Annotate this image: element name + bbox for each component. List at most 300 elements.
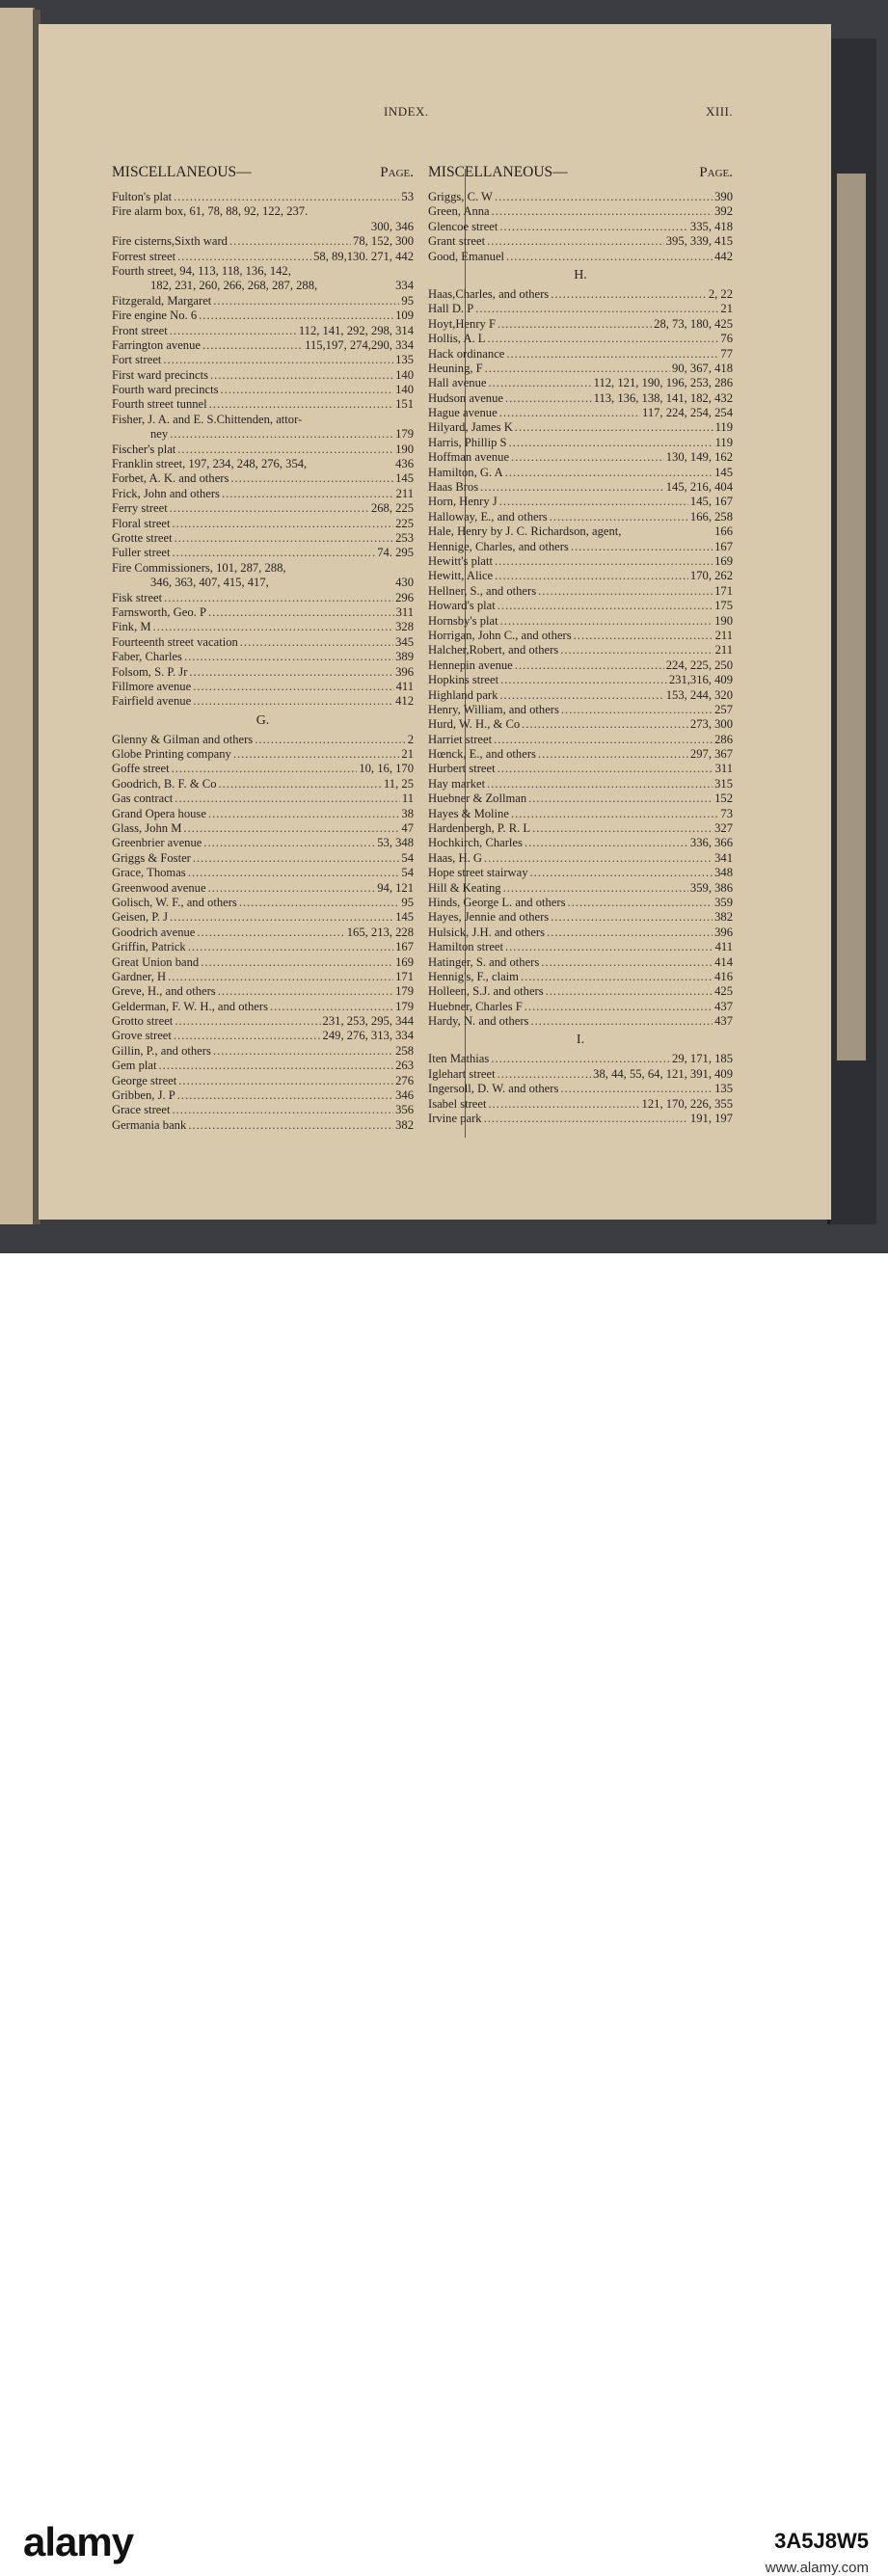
dot-leader bbox=[509, 436, 713, 450]
index-entry bbox=[112, 1103, 414, 1117]
dot-leader bbox=[571, 540, 713, 554]
entry-name: Front street bbox=[112, 323, 168, 337]
entry-pages: 78, 152, 300 bbox=[353, 234, 414, 249]
dot-leader bbox=[170, 910, 393, 925]
entry-pages: 359 bbox=[714, 895, 733, 909]
index-entry bbox=[112, 762, 414, 776]
index-entry bbox=[428, 1000, 733, 1014]
entry-name: Faber, Charles bbox=[112, 650, 182, 664]
entry-name: Huebner, Charles F bbox=[428, 999, 523, 1013]
entry-name: Grace, Thomas bbox=[112, 866, 186, 880]
entry-name: Geisen, P. J bbox=[112, 910, 169, 925]
index-entry bbox=[112, 190, 414, 204]
index-entry bbox=[428, 747, 733, 762]
dot-leader bbox=[484, 1112, 688, 1126]
entry-pages: 165, 213, 228 bbox=[346, 925, 414, 939]
dot-leader bbox=[505, 940, 713, 954]
entry-name: Hudson avenue bbox=[428, 390, 503, 405]
index-entry bbox=[428, 984, 733, 999]
index-entry bbox=[428, 287, 733, 302]
entry-name: Howard's plat bbox=[428, 599, 496, 613]
index-entry bbox=[428, 643, 733, 657]
entry-name: Good, Emanuel bbox=[428, 249, 505, 263]
entry-name: Hardenbergh, P. R. L bbox=[428, 821, 531, 836]
site-url: www.alamy.com bbox=[765, 2560, 869, 2576]
entry-name: Henry, William, and others bbox=[428, 702, 559, 716]
entry-name: Hale, Henry by J. C. Richardson, agent, bbox=[428, 524, 622, 539]
dot-leader bbox=[547, 926, 713, 940]
index-entry bbox=[112, 471, 414, 486]
index-entry bbox=[428, 762, 733, 776]
entry-pages: 112, 141, 292, 298, 314 bbox=[298, 323, 414, 337]
entry-name: Gelderman, F. W. H., and others bbox=[112, 999, 268, 1013]
entry-name: Huebner & Zollman bbox=[428, 792, 527, 806]
entry-pages: 257 bbox=[714, 702, 733, 716]
entry-name: Fink, M bbox=[112, 620, 151, 634]
index-entry bbox=[428, 391, 733, 406]
entry-name: Grant street bbox=[428, 234, 486, 249]
index-entry bbox=[112, 353, 414, 367]
entry-name: Fairfield avenue bbox=[112, 694, 192, 709]
dot-leader bbox=[560, 1082, 713, 1096]
entry-pages: 268, 225 bbox=[370, 501, 414, 516]
dot-leader bbox=[500, 673, 667, 687]
dot-leader bbox=[172, 762, 358, 776]
entry-name: Grotto street bbox=[112, 1014, 174, 1029]
dot-leader bbox=[208, 605, 394, 620]
entry-pages: 311 bbox=[714, 762, 733, 776]
index-entry bbox=[112, 517, 414, 531]
dot-leader bbox=[174, 1029, 321, 1043]
entry-name: Hilyard, James K bbox=[428, 420, 513, 435]
entry-pages: 442 bbox=[714, 249, 733, 263]
index-entry bbox=[428, 376, 733, 390]
entry-name: 346, 363, 407, 415, 417, bbox=[150, 576, 269, 590]
dot-leader bbox=[503, 881, 688, 896]
dot-leader bbox=[551, 287, 707, 302]
index-entry bbox=[112, 234, 414, 249]
index-entry bbox=[428, 673, 733, 687]
entry-name: Fitzgerald, Margaret bbox=[112, 293, 212, 308]
index-entry bbox=[428, 703, 733, 717]
dot-leader bbox=[213, 1044, 393, 1059]
index-entry bbox=[112, 1000, 414, 1014]
index-entry bbox=[428, 510, 733, 524]
index-entry bbox=[428, 332, 733, 346]
entry-name: Hellner, S., and others bbox=[428, 583, 537, 598]
index-entry bbox=[112, 650, 414, 664]
entry-name: Forbet, A. K. and others bbox=[112, 471, 229, 486]
dot-leader bbox=[174, 190, 399, 204]
dot-leader bbox=[525, 1000, 713, 1014]
entry-pages: 94, 121 bbox=[377, 880, 414, 895]
dot-leader bbox=[505, 466, 713, 480]
entry-pages: 179 bbox=[395, 984, 414, 999]
entry-pages: 2, 22 bbox=[708, 286, 733, 301]
index-entry bbox=[428, 302, 733, 316]
entry-pages: 359, 386 bbox=[689, 880, 733, 895]
index-entry bbox=[428, 792, 733, 806]
index-entry bbox=[428, 317, 733, 332]
entry-pages: 38 bbox=[401, 806, 414, 820]
entry-name: Goodrich avenue bbox=[112, 925, 196, 939]
entry-pages: 179 bbox=[395, 999, 414, 1013]
entry-pages: 135 bbox=[395, 353, 414, 367]
index-entry bbox=[112, 546, 414, 560]
entry-pages: 190 bbox=[714, 613, 733, 628]
dot-leader bbox=[159, 1059, 394, 1073]
index-entry bbox=[112, 309, 414, 323]
entry-pages: 109 bbox=[395, 309, 414, 323]
entry-name: Hamilton, G. A bbox=[428, 465, 503, 479]
scanned-spread bbox=[0, 0, 888, 1253]
entry-pages: 167 bbox=[714, 539, 733, 553]
dot-leader bbox=[498, 317, 652, 332]
entry-name: Fillmore avenue bbox=[112, 679, 192, 693]
entry-pages: 171 bbox=[714, 583, 733, 598]
index-entry bbox=[112, 747, 414, 762]
index-entry bbox=[112, 635, 414, 650]
index-entry bbox=[112, 397, 414, 412]
index-entry bbox=[112, 457, 414, 471]
entry-name: Hornsby's plat bbox=[428, 613, 498, 628]
entry-pages: 77 bbox=[720, 346, 733, 361]
entry-pages: 345 bbox=[395, 634, 414, 649]
index-entry bbox=[428, 717, 733, 732]
dot-leader bbox=[175, 792, 400, 806]
dot-leader bbox=[511, 450, 664, 465]
entry-pages: 276 bbox=[395, 1073, 414, 1087]
entry-pages: 95 bbox=[401, 293, 414, 308]
entry-name: Gem plat bbox=[112, 1059, 157, 1073]
running-head: INDEX. bbox=[384, 104, 429, 119]
entry-pages: 430 bbox=[395, 576, 414, 590]
entry-name: Holleen, S.J. and others bbox=[428, 984, 544, 999]
index-entry bbox=[428, 688, 733, 703]
dot-leader bbox=[484, 851, 713, 866]
dot-leader bbox=[163, 353, 393, 367]
entry-name: Irvine park bbox=[428, 1112, 482, 1126]
entry-pages: 411 bbox=[395, 679, 414, 693]
entry-pages: 145, 216, 404 bbox=[665, 480, 733, 495]
dot-leader bbox=[175, 531, 394, 546]
dot-leader bbox=[530, 866, 713, 880]
index-entry bbox=[428, 658, 733, 673]
index-entry bbox=[428, 1082, 733, 1096]
index-entry bbox=[112, 940, 414, 954]
entry-name: Farrington avenue bbox=[112, 337, 201, 352]
entry-name: Haas Bros bbox=[428, 480, 479, 495]
index-entry bbox=[428, 554, 733, 569]
entry-pages: 328 bbox=[395, 620, 414, 634]
page-number: XIII. bbox=[706, 104, 734, 119]
entry-pages: 356 bbox=[395, 1103, 414, 1117]
entry-pages: 53 bbox=[401, 190, 414, 203]
dot-leader bbox=[505, 391, 592, 406]
entry-pages: 74. 295 bbox=[377, 546, 414, 560]
entry-name: Halcher,Robert, and others bbox=[428, 643, 559, 657]
dot-leader bbox=[170, 324, 297, 338]
index-entry bbox=[112, 955, 414, 970]
column-heading: MISCELLANEOUS— bbox=[428, 164, 568, 180]
entry-pages: 29, 171, 185 bbox=[672, 1052, 733, 1066]
index-entry bbox=[112, 264, 414, 279]
entry-pages: 296 bbox=[395, 590, 414, 604]
entry-name: Hochkirch, Charles bbox=[428, 836, 523, 850]
index-entry bbox=[112, 368, 414, 383]
entry-name: Harris, Phillip S bbox=[428, 435, 507, 449]
entry-pages: 315 bbox=[714, 776, 733, 791]
dot-leader bbox=[170, 427, 393, 442]
entry-name: Hatinger, S. and others bbox=[428, 954, 540, 969]
dot-leader bbox=[499, 495, 688, 509]
dot-leader bbox=[203, 836, 375, 850]
dot-leader bbox=[489, 1097, 640, 1112]
entry-name: Iglehart street bbox=[428, 1066, 496, 1081]
dot-leader bbox=[188, 866, 400, 880]
entry-pages: 140 bbox=[395, 383, 414, 397]
index-entry bbox=[428, 926, 733, 940]
entry-name: Hamilton street bbox=[428, 940, 503, 954]
entry-pages: 334 bbox=[395, 279, 414, 293]
entry-pages: 54 bbox=[401, 866, 414, 880]
dot-leader bbox=[530, 1014, 713, 1029]
entry-name: Hoyt,Henry F bbox=[428, 316, 496, 331]
index-entry bbox=[112, 851, 414, 866]
dot-leader bbox=[193, 851, 400, 866]
dot-leader bbox=[209, 397, 393, 412]
entry-name: First ward precincts bbox=[112, 367, 209, 382]
index-entry bbox=[428, 362, 733, 376]
entry-pages: 335, 418 bbox=[689, 219, 733, 233]
index-entry bbox=[428, 599, 733, 613]
dot-leader bbox=[178, 1074, 393, 1088]
index-entry bbox=[112, 881, 414, 896]
entry-pages: 90, 367, 418 bbox=[672, 361, 733, 375]
dot-leader bbox=[168, 970, 393, 984]
entry-pages: 336, 366 bbox=[689, 836, 733, 850]
left-column bbox=[112, 164, 414, 1133]
dot-leader bbox=[230, 471, 393, 486]
entry-pages: 145 bbox=[395, 471, 414, 486]
entry-pages: 395, 339, 415 bbox=[665, 234, 733, 249]
index-entry bbox=[112, 413, 414, 427]
page-label: Page. bbox=[699, 165, 733, 180]
dot-leader bbox=[173, 546, 376, 560]
entry-name: Horn, Henry J bbox=[428, 495, 498, 509]
index-entry bbox=[428, 940, 733, 954]
dot-leader bbox=[199, 309, 393, 323]
dot-leader bbox=[177, 443, 393, 457]
entry-pages: 119 bbox=[714, 420, 733, 435]
index-entry bbox=[428, 347, 733, 362]
entry-name: Gas contract bbox=[112, 792, 174, 806]
right-index-list bbox=[428, 190, 733, 1126]
entry-pages: 58, 89,130. 271, 442 bbox=[313, 249, 414, 263]
index-entry bbox=[112, 204, 414, 219]
entry-pages: 169 bbox=[395, 954, 414, 969]
dot-leader bbox=[491, 1052, 670, 1066]
index-entry bbox=[112, 836, 414, 850]
index-entry bbox=[428, 569, 733, 583]
index-entry bbox=[428, 910, 733, 925]
entry-pages: 231,316, 409 bbox=[668, 673, 733, 687]
index-entry bbox=[428, 540, 733, 554]
entry-name: Griggs & Foster bbox=[112, 850, 191, 865]
dot-leader bbox=[270, 1000, 393, 1014]
entry-pages: 249, 276, 313, 334 bbox=[322, 1029, 414, 1043]
entry-pages: 38, 44, 55, 64, 121, 391, 409 bbox=[593, 1066, 733, 1081]
index-entry bbox=[112, 338, 414, 353]
entry-name: Haas, H. G bbox=[428, 850, 482, 865]
index-entry bbox=[112, 605, 414, 620]
entry-pages: 191, 197 bbox=[689, 1112, 733, 1126]
index-entry bbox=[112, 1029, 414, 1043]
entry-pages: 437 bbox=[714, 999, 733, 1013]
entry-pages: 121, 170, 226, 355 bbox=[641, 1096, 733, 1111]
index-entry bbox=[112, 487, 414, 501]
index-entry bbox=[112, 970, 414, 984]
entry-name: Ingersoll, D. W. and others bbox=[428, 1082, 559, 1096]
entry-name: Fire cisterns,Sixth ward bbox=[112, 234, 228, 249]
entry-name: Golisch, W. F., and others bbox=[112, 895, 237, 909]
dot-leader bbox=[487, 332, 718, 346]
dot-leader bbox=[475, 302, 718, 316]
index-entry bbox=[428, 881, 733, 896]
index-entry bbox=[428, 450, 733, 465]
dot-leader bbox=[551, 910, 713, 925]
entry-name: Griffin, Patrick bbox=[112, 940, 186, 954]
entry-name: Fisk street bbox=[112, 590, 163, 604]
index-entry bbox=[428, 1052, 733, 1066]
alamy-logo: alamy bbox=[23, 2519, 134, 2564]
entry-pages: 396 bbox=[714, 925, 733, 939]
dot-leader bbox=[240, 635, 393, 650]
dot-leader bbox=[500, 614, 713, 629]
entry-pages: 113, 136, 138, 141, 182, 432 bbox=[593, 390, 733, 405]
entry-name: Fischer's plat bbox=[112, 442, 176, 456]
dot-leader bbox=[213, 294, 399, 309]
entry-name: Horrigan, John C., and others bbox=[428, 628, 572, 642]
entry-name: Hulsick, J.H. and others bbox=[428, 925, 546, 939]
entry-name: George street bbox=[112, 1073, 177, 1087]
entry-pages: 341 bbox=[714, 850, 733, 865]
right-column-header bbox=[428, 164, 733, 181]
entry-name: Greve, H., and others bbox=[112, 984, 216, 999]
dot-leader bbox=[197, 926, 344, 940]
entry-pages: 411 bbox=[714, 940, 733, 954]
entry-pages: 225 bbox=[395, 516, 414, 530]
entry-pages: 382 bbox=[714, 910, 733, 925]
dot-leader bbox=[495, 569, 688, 583]
entry-name: Ferry street bbox=[112, 501, 168, 516]
entry-pages: 119 bbox=[714, 435, 733, 449]
entry-pages: 231, 253, 295, 344 bbox=[322, 1014, 414, 1029]
dot-leader bbox=[487, 234, 664, 249]
entry-name: Hennig's, F., claim bbox=[428, 969, 519, 983]
entry-name: Hollis, A. L bbox=[428, 332, 486, 346]
dot-leader bbox=[498, 1067, 592, 1082]
dot-leader bbox=[255, 733, 406, 747]
entry-pages: 54 bbox=[401, 850, 414, 865]
index-entry bbox=[428, 896, 733, 910]
entry-name: Forrest street bbox=[112, 249, 176, 263]
entry-pages: 300, 346 bbox=[370, 219, 414, 233]
entry-pages: 327 bbox=[714, 821, 733, 836]
index-entry bbox=[428, 234, 733, 249]
entry-pages: 348 bbox=[714, 866, 733, 880]
index-entry bbox=[428, 1112, 733, 1126]
entry-name: Fourth street, 94, 113, 118, 136, 142, bbox=[112, 263, 291, 278]
index-entry bbox=[112, 620, 414, 634]
entry-name: Fourteenth street vacation bbox=[112, 634, 238, 649]
dot-leader bbox=[210, 368, 393, 383]
index-entry bbox=[112, 591, 414, 605]
index-entry bbox=[428, 821, 733, 836]
entry-pages: 112, 121, 190, 196, 253, 286 bbox=[593, 376, 733, 390]
index-entry bbox=[428, 1067, 733, 1082]
entry-name: Fire Commissioners, 101, 287, 288, bbox=[112, 560, 286, 575]
image-code: 3A5J8W5 bbox=[774, 2529, 869, 2553]
entry-name: Grace street bbox=[112, 1103, 171, 1117]
entry-pages: 273, 300 bbox=[689, 717, 733, 732]
entry-pages: 258 bbox=[395, 1043, 414, 1058]
index-entry bbox=[112, 324, 414, 338]
dot-leader bbox=[499, 688, 663, 703]
dot-leader bbox=[202, 338, 303, 353]
entry-name: Gillin, P., and others bbox=[112, 1043, 211, 1058]
dot-leader bbox=[177, 1088, 393, 1103]
watermark-bar bbox=[0, 1253, 888, 2576]
index-entry bbox=[428, 190, 733, 204]
entry-name: Iten Mathias bbox=[428, 1052, 490, 1066]
entry-name: Hurd, W. H., & Co bbox=[428, 717, 521, 732]
index-entry bbox=[112, 576, 414, 590]
index-entry bbox=[428, 495, 733, 509]
entry-name: Great Union band bbox=[112, 954, 200, 969]
entry-name: Glass, John M bbox=[112, 821, 182, 836]
section-letter: I. bbox=[576, 1033, 585, 1048]
dot-leader bbox=[221, 383, 394, 397]
entry-name: Haas,Charles, and others bbox=[428, 286, 550, 301]
entry-name: Franklin street, 197, 234, 248, 276, 354, bbox=[112, 457, 308, 471]
entry-pages: 253 bbox=[395, 530, 414, 545]
entry-pages: 145 bbox=[714, 465, 733, 479]
entry-pages: 425 bbox=[714, 984, 733, 999]
entry-pages: 153, 244, 320 bbox=[665, 687, 733, 702]
index-entry bbox=[112, 665, 414, 680]
entry-name: Fourth ward precincts bbox=[112, 383, 219, 397]
column-heading: MISCELLANEOUS— bbox=[112, 164, 252, 180]
entry-pages: 286 bbox=[714, 732, 733, 746]
index-entry bbox=[112, 294, 414, 309]
entry-pages: 297, 367 bbox=[689, 747, 733, 762]
dot-leader bbox=[499, 406, 640, 420]
index-entry bbox=[428, 204, 733, 219]
index-entry bbox=[428, 406, 733, 420]
dot-leader bbox=[495, 554, 713, 569]
entry-name: Globe Printing company bbox=[112, 747, 231, 762]
dot-leader bbox=[193, 694, 393, 709]
dot-leader bbox=[188, 1118, 393, 1133]
entry-name: Fuller street bbox=[112, 546, 171, 560]
index-entry bbox=[112, 250, 414, 264]
dot-leader bbox=[193, 680, 393, 694]
entry-name: Grand Opera house bbox=[112, 806, 206, 820]
entry-pages: 21 bbox=[401, 747, 414, 762]
dot-leader bbox=[498, 599, 713, 613]
dot-leader bbox=[522, 717, 688, 732]
